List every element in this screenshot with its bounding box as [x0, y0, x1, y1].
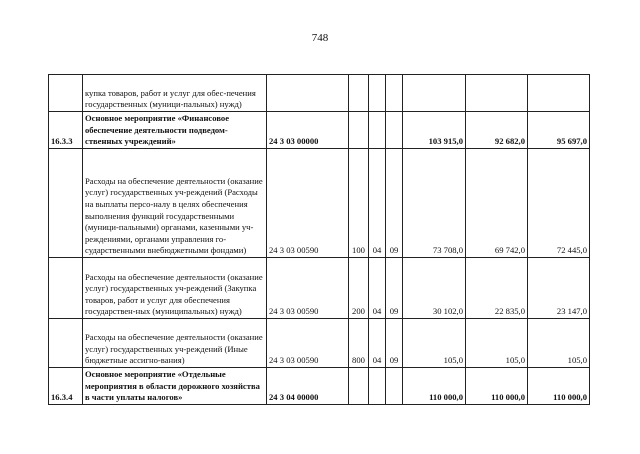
- target-article-code: [267, 75, 349, 112]
- amount-year-1: 110 000,0: [403, 368, 466, 405]
- amount-year-1: [403, 75, 466, 112]
- expense-type-code: [349, 112, 369, 149]
- section-code: 04: [369, 149, 386, 258]
- amount-year-1: 30 102,0: [403, 258, 466, 319]
- item-description: Расходы на обеспечение деятельности (оказание услуг) государственных уч-реждений (Расходы на выплаты персо-налу в целях обеспечения выполнения функций государственными (муници-пальными) органами, казенными уч-реждениями, органами управления го-сударственными внебюджетными фондами): [83, 149, 267, 258]
- subsection-code: 09: [386, 149, 403, 258]
- budget-table: [48, 74, 590, 405]
- section-code: 04: [369, 258, 386, 319]
- subsection-code: 09: [386, 319, 403, 368]
- amount-year-3: 110 000,0: [528, 368, 590, 405]
- table-row: [49, 258, 590, 319]
- page-number: 748: [311, 32, 329, 44]
- section-code: [369, 112, 386, 149]
- expense-type-code: 800: [349, 319, 369, 368]
- amount-year-1: 73 708,0: [403, 149, 466, 258]
- table-row: [49, 112, 590, 149]
- item-number: 16.3.4: [49, 368, 83, 405]
- amount-year-3: 72 445,0: [528, 149, 590, 258]
- amount-year-2: 69 742,0: [466, 149, 528, 258]
- subsection-code: 09: [386, 258, 403, 319]
- item-number: 16.3.3: [49, 112, 83, 149]
- item-description: Расходы на обеспечение деятельности (оказание услуг) государственных уч-реждений (Иные бюджетные ассигно-вания): [83, 319, 267, 368]
- expense-type-code: [349, 75, 369, 112]
- item-description: Основное мероприятие «Финансовое обеспечение деятельности подведом-ственных учреждений»: [83, 112, 267, 149]
- subsection-code: [386, 75, 403, 112]
- amount-year-3: 105,0: [528, 319, 590, 368]
- item-description: Расходы на обеспечение деятельности (оказание услуг) государственных уч-реждений (Закупка товаров, работ и услуг для обеспечения государствен-ных (муниципальных) нужд): [83, 258, 267, 319]
- item-number: [49, 319, 83, 368]
- amount-year-2: 92 682,0: [466, 112, 528, 149]
- item-number: [49, 258, 83, 319]
- subsection-code: [386, 112, 403, 149]
- table-row: [49, 75, 590, 112]
- amount-year-3: 23 147,0: [528, 258, 590, 319]
- item-number: [49, 149, 83, 258]
- target-article-code: 24 3 03 00590: [267, 149, 349, 258]
- item-description: Основное мероприятие «Отдельные мероприятия в области дорожного хозяйства в части уплаты налогов»: [83, 368, 267, 405]
- amount-year-2: [466, 75, 528, 112]
- table-row: [49, 368, 590, 405]
- amount-year-2: 22 835,0: [466, 258, 528, 319]
- table-row: [49, 319, 590, 368]
- expense-type-code: [349, 368, 369, 405]
- target-article-code: 24 3 03 00590: [267, 258, 349, 319]
- expense-type-code: 200: [349, 258, 369, 319]
- amount-year-1: 103 915,0: [403, 112, 466, 149]
- item-description: купка товаров, работ и услуг для обес-печения государственных (муници-пальных) нужд): [83, 75, 267, 112]
- amount-year-2: 105,0: [466, 319, 528, 368]
- section-code: 04: [369, 319, 386, 368]
- target-article-code: 24 3 03 00000: [267, 112, 349, 149]
- amount-year-3: [528, 75, 590, 112]
- subsection-code: [386, 368, 403, 405]
- amount-year-2: 110 000,0: [466, 368, 528, 405]
- amount-year-1: 105,0: [403, 319, 466, 368]
- target-article-code: 24 3 03 00590: [267, 319, 349, 368]
- amount-year-3: 95 697,0: [528, 112, 590, 149]
- expense-type-code: 100: [349, 149, 369, 258]
- table-row: [49, 149, 590, 258]
- target-article-code: 24 3 04 00000: [267, 368, 349, 405]
- section-code: [369, 368, 386, 405]
- section-code: [369, 75, 386, 112]
- item-number: [49, 75, 83, 112]
